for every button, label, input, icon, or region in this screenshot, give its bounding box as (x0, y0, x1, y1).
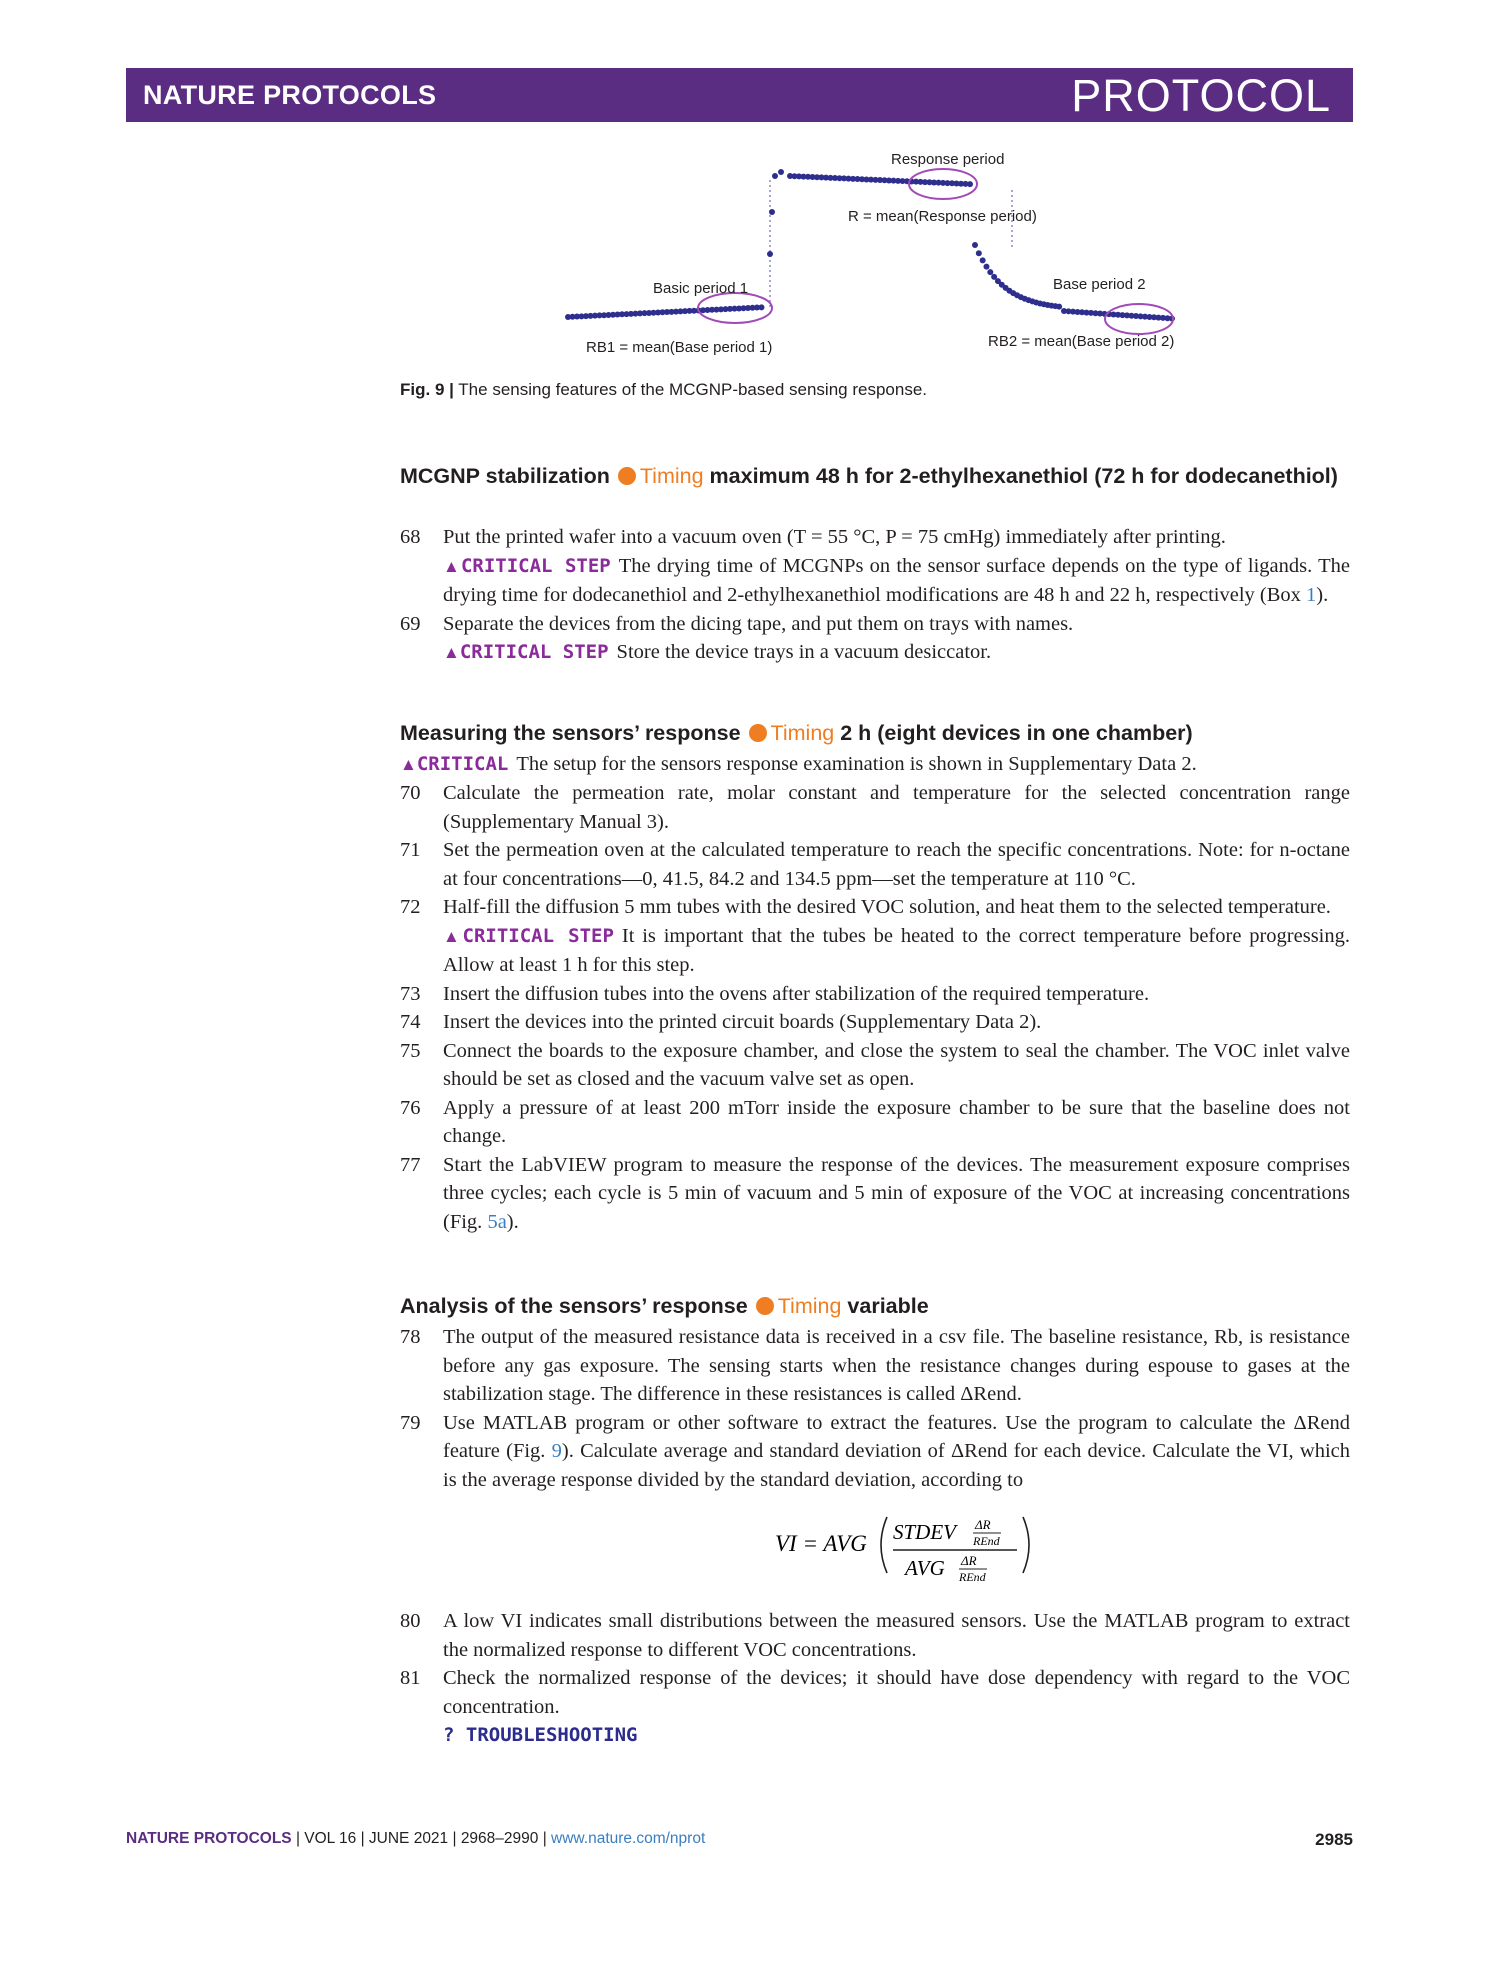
section-heading-measuring (400, 719, 1350, 748)
timing-dot-icon (749, 724, 767, 742)
trace-point (976, 250, 982, 256)
timing-value: 2 h (eight devices in one chamber) (840, 721, 1193, 745)
step-number: 72 (400, 896, 421, 918)
critical-triangle-icon: ▲ (400, 755, 417, 774)
label-rb1: RB1 = mean(Base period 1) (586, 339, 773, 356)
trace-point (767, 251, 773, 257)
step-75 (400, 1037, 1350, 1094)
label-base-period-2: Base period 2 (1053, 276, 1146, 293)
critical-triangle-icon: ▲ (443, 556, 461, 576)
step-number: 70 (400, 782, 421, 804)
step-text: Calculate the permeation rate, molar constant and temperature for the selected concentration range (Supplementary Manual 3). (443, 782, 1350, 833)
label-r-mean: R = mean(Response period) (848, 208, 1037, 225)
vi-equation (775, 1505, 1035, 1591)
step-79 (400, 1409, 1350, 1495)
section-title: Measuring the sensors’ response (400, 721, 741, 745)
equation-den-frac-top: ΔR (961, 1553, 977, 1568)
trace-point (778, 169, 784, 175)
equation-lhs: VI = AVG (775, 1531, 867, 1556)
figure-caption-text: The sensing features of the MCGNP-based sensing response. (458, 380, 927, 399)
step-73 (400, 980, 1350, 1009)
step-76 (400, 1094, 1350, 1151)
label-rb2: RB2 = mean(Base period 2) (988, 333, 1175, 350)
step-text: Use MATLAB program or other software to extract the features. Use the program to calculate the ΔRend feature (Fig. (443, 1411, 1350, 1462)
equation-denominator: AVG (905, 1556, 945, 1580)
step-77 (400, 1151, 1350, 1237)
step-text: Set the permeation oven at the calculated temperature to reach the specific concentrations. Note: for n-octane at four concentrations—0, 41.5, 84.2 and 134.5 ppm—set the temperature at 110 °C. (443, 839, 1350, 890)
timing-label: Timing (770, 721, 835, 745)
step-number: 69 (400, 612, 421, 635)
step-text-end: ). Calculate average and standard deviation of ΔRend for each device. Calculate the VI, which is the average response divided by the standard deviation, according to (443, 1440, 1350, 1491)
step-71 (400, 836, 1350, 893)
journal-name: NATURE PROTOCOLS (143, 80, 437, 110)
step-number: 81 (400, 1667, 421, 1689)
trace-points (565, 169, 1175, 322)
step-text: Start the LabVIEW program to measure the response of the devices. The measurement exposure comprises three cycles; each cycle is 5 min of vacuum and 5 min of exposure of the VOC at increasing concentrations (Fig. (443, 1153, 1350, 1233)
label-basic-period-1: Basic period 1 (653, 280, 749, 297)
equation-svg (775, 1505, 1035, 1585)
box-citation[interactable]: 1 (1306, 584, 1317, 606)
figure-9 (0, 0, 1489, 420)
step-number: 73 (400, 982, 421, 1005)
critical-step-text: Store the device trays in a vacuum desiccator. (616, 641, 992, 663)
steps-analysis (400, 1323, 1350, 1494)
equation-num-frac-bottom: REnd (973, 1534, 1000, 1548)
step-text-end: ). (506, 1210, 519, 1233)
figure-citation[interactable]: 9 (551, 1440, 562, 1462)
step-number: 75 (400, 1039, 421, 1062)
step-68 (400, 523, 1350, 610)
step-text: A low VI indicates small distributions between the measured sensors. Use the MATLAB program to extract the normalized response to different VOC concentrations. (443, 1610, 1350, 1661)
step-number: 79 (400, 1411, 421, 1434)
equation-den-frac-bottom: REnd (959, 1570, 986, 1584)
critical-step-text-end: ). (1316, 584, 1329, 606)
page-footer (126, 1830, 1353, 1848)
section-title: MCGNP stabilization (400, 464, 610, 488)
step-text: Put the printed wafer into a vacuum oven (T = 55 °C, P = 75 cmHg) immediately after printing. (443, 526, 1226, 548)
step-74 (400, 1008, 1350, 1037)
step-text: The output of the measured resistance data is received in a csv file. The baseline resistance, Rb, is resistance before any gas exposure. The sensing starts when the resistance changes during espouse to gases at the stabilization stage. The difference in these resistances is called ΔRend. (443, 1326, 1350, 1405)
trace-point (967, 181, 973, 187)
trace-point (983, 264, 989, 270)
step-number: 78 (400, 1326, 421, 1348)
step-number: 71 (400, 839, 421, 861)
steps-stabilization (400, 523, 1350, 668)
section-heading-analysis (400, 1292, 1350, 1321)
critical-label: CRITICAL (416, 753, 509, 775)
sensing-response-plot (0, 0, 1489, 420)
critical-step-text: It is important that the tubes be heated to the correct temperature before progressing. Allow at least 1 h for this step. (443, 924, 1351, 976)
footer-details: | VOL 16 | JUNE 2021 | 2968–2990 | (295, 1830, 547, 1847)
step-text: Half-fill the diffusion 5 mm tubes with the desired VOC solution, and heat them to the selected temperature. (443, 896, 1331, 918)
critical-triangle-icon: ▲ (443, 926, 463, 946)
step-78 (400, 1323, 1350, 1409)
critical-step-text: The drying time of MCGNPs on the sensor surface depends on the type of ligands. The drying time for dodecanethiol and 2-ethylhexanethiol modifications are 48 h and 22 h, respectively (Box (443, 554, 1350, 606)
trace-point (980, 257, 986, 263)
step-text: Connect the boards to the exposure chamber, and close the system to seal the chamber. The VOC inlet valve should be set as closed and the vacuum valve set as open. (443, 1039, 1350, 1090)
trace-point (772, 173, 778, 179)
footer-url[interactable]: www.nature.com/nprot (551, 1830, 706, 1847)
timing-dot-icon (618, 467, 636, 485)
figure-caption (400, 380, 927, 400)
timing-value: variable (847, 1294, 929, 1318)
trace-point (759, 304, 765, 310)
steps-analysis-continued (400, 1607, 1350, 1750)
critical-note-text: The setup for the sensors response examination is shown in Supplementary Data 2. (516, 753, 1197, 775)
step-number: 68 (400, 526, 421, 548)
section-heading-stabilization (400, 462, 1350, 491)
critical-note (400, 750, 1350, 780)
section-title: Analysis of the sensors’ response (400, 1294, 748, 1318)
step-text: Separate the devices from the dicing tape, and put them on trays with names. (443, 612, 1074, 635)
critical-step-label: CRITICAL STEP (462, 924, 614, 947)
step-81 (400, 1664, 1350, 1750)
troubleshooting-label[interactable]: ? TROUBLESHOOTING (443, 1724, 638, 1746)
timing-label: Timing (777, 1294, 842, 1318)
footer-journal: NATURE PROTOCOLS (126, 1830, 292, 1847)
step-text: Insert the devices into the printed circuit boards (Supplementary Data 2). (443, 1011, 1042, 1033)
trace-point (769, 209, 775, 215)
trace-point (972, 242, 978, 248)
figure-citation[interactable]: 5a (487, 1210, 507, 1233)
step-70 (400, 779, 1350, 836)
step-number: 74 (400, 1011, 421, 1033)
step-number: 77 (400, 1153, 421, 1176)
step-72 (400, 893, 1350, 980)
timing-dot-icon (756, 1297, 774, 1315)
step-number: 80 (400, 1610, 421, 1632)
step-text: Check the normalized response of the devices; it should have dose dependency with regard to the VOC concentration. (443, 1667, 1350, 1718)
timing-value: maximum 48 h for 2-ethylhexanethiol (72 h for dodecanethiol) (709, 464, 1338, 488)
critical-triangle-icon: ▲ (443, 643, 460, 662)
label-response-period: Response period (891, 151, 1005, 168)
timing-label: Timing (639, 464, 704, 488)
steps-measuring (400, 779, 1350, 1236)
page-number: 2985 (1315, 1830, 1353, 1849)
step-text: Apply a pressure of at least 200 mTorr inside the exposure chamber to be sure that the baseline does not change. (443, 1096, 1350, 1147)
critical-step-label: CRITICAL STEP (460, 554, 611, 577)
step-number: 76 (400, 1096, 421, 1119)
step-80 (400, 1607, 1350, 1664)
figure-caption-label: Fig. 9 | (400, 380, 454, 399)
trace-point (1056, 304, 1062, 310)
equation-numerator: STDEV (893, 1520, 956, 1544)
equation-num-frac-top: ΔR (975, 1517, 991, 1532)
critical-step-label: CRITICAL STEP (459, 641, 609, 663)
trace-point (987, 269, 993, 275)
step-69 (400, 610, 1350, 668)
article-type: PROTOCOL (1071, 70, 1331, 121)
step-text: Insert the diffusion tubes into the ovens after stabilization of the required temperature. (443, 982, 1150, 1005)
footer-citation (126, 1830, 705, 1847)
